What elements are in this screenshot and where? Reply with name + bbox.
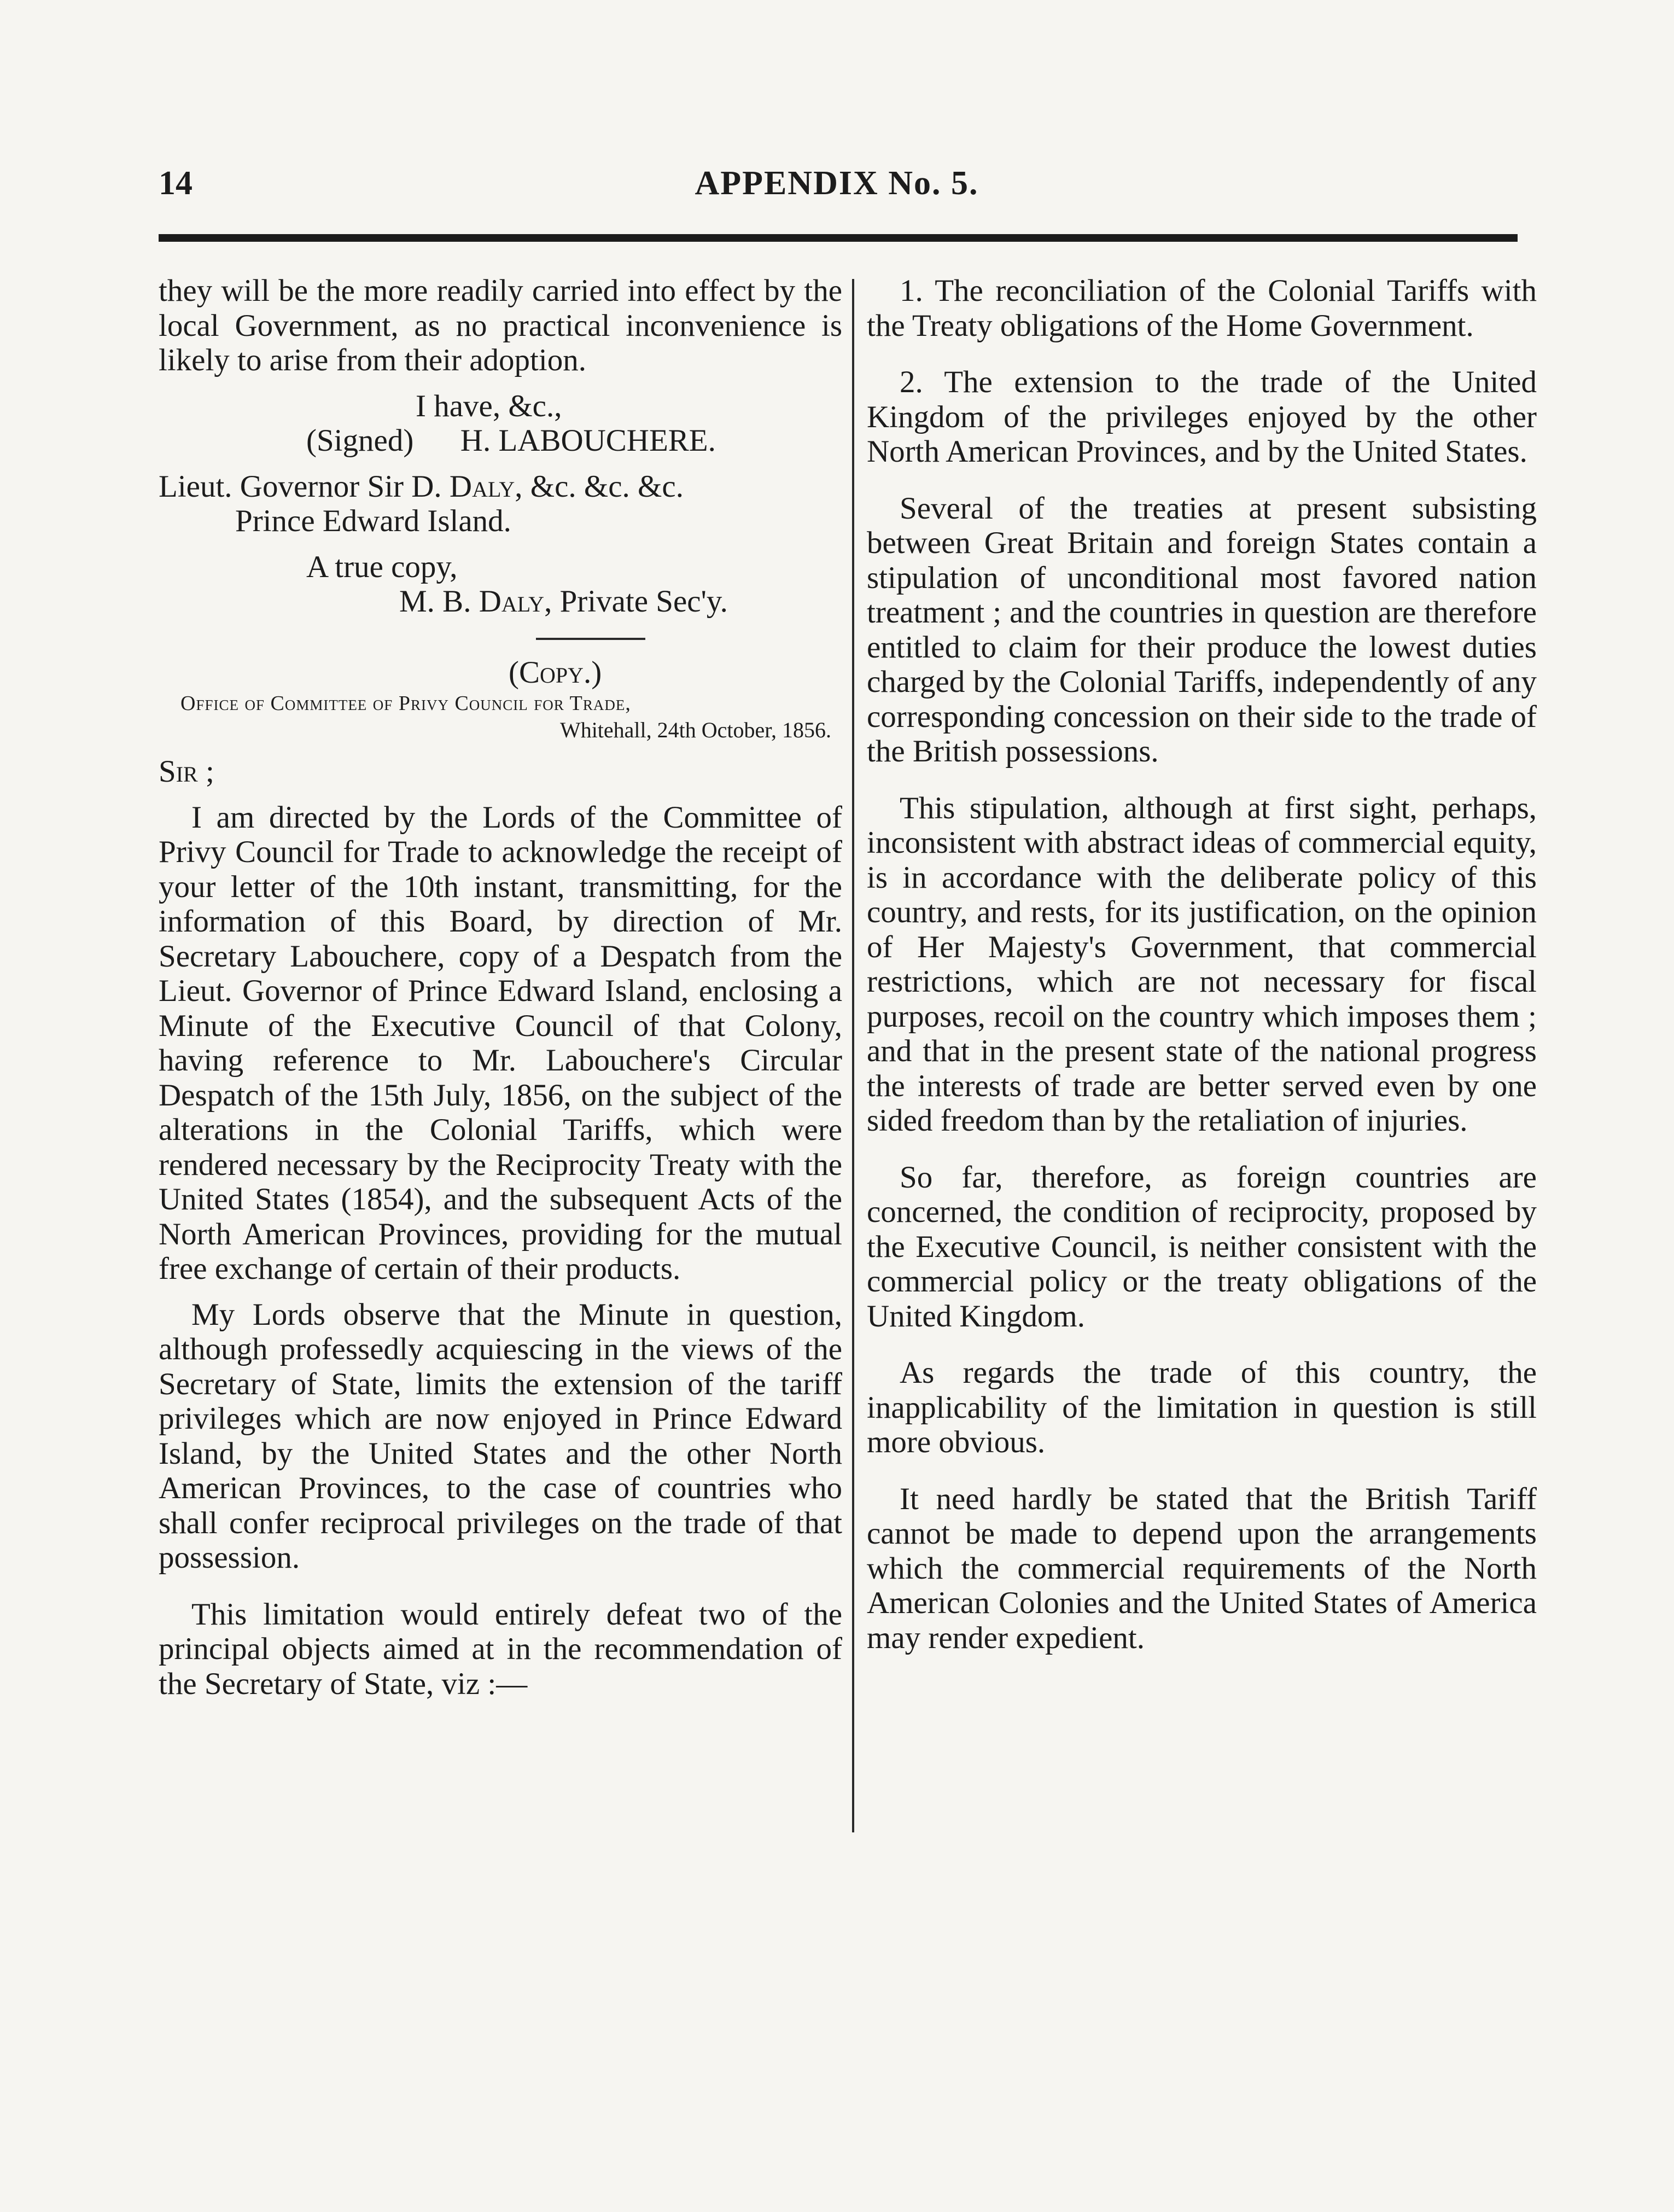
paragraph-continuation: they will be the more readily carried into effect by the local Government, as no practical inconvenience is likely to arise from their adoption. <box>159 273 842 377</box>
address-line-1-a: Lieut. Governor Sir D. <box>159 469 450 504</box>
true-copy-name-a: M. B. <box>399 584 479 619</box>
paragraph-limitation: This limitation would entirely defeat two of the principal objects aimed at in the recommendation of the Secretary of State, viz :— <box>159 1597 842 1701</box>
copy-label: (Copy.) <box>509 655 602 690</box>
office-heading: Office of Committee of Privy Council for Trade, <box>180 692 631 715</box>
paragraph-so-far: So far, therefore, as foreign countries are concerned, the condition of reciprocity, proposed by the Executive Council, is neither consistent with the commercial policy or the treaty obligations of the United Kingdom. <box>867 1160 1537 1334</box>
true-copy-name-b: , Private Sec'y. <box>544 584 728 619</box>
office-date: Whitehall, 24th October, 1856. <box>559 718 831 742</box>
paragraph-regards: As regards the trade of this country, the inapplicability of the limitation in question is still more obvious. <box>867 1355 1537 1459</box>
right-column <box>867 273 1537 1655</box>
paragraph-several: Several of the treaties at present subsisting between Great Britain and foreign States contain a stipulation of unconditional most favored nation treatment ; and the countries in question are therefore entitled to claim for their produce the lowest duties charged by the Colonial Tariffs, independently of any corresponding concession on their side to the trade of the British possessions. <box>867 491 1537 769</box>
page-header <box>159 164 1515 219</box>
list-item-1: 1. The reconciliation of the Colonial Tariffs with the Treaty obligations of the Home Government. <box>867 273 1537 343</box>
list-item-2: 2. The extension to the trade of the United Kingdom of the privileges enjoyed by the other North American Provinces, and by the United States. <box>867 365 1537 469</box>
running-head: APPENDIX No. 5. <box>695 165 979 202</box>
address-line-2: Prince Edward Island. <box>235 504 511 538</box>
signoff-have: I have, &c., <box>416 388 562 423</box>
header-rule <box>159 234 1518 242</box>
address-line-1-b: , &c. &c. &c. <box>515 469 684 504</box>
true-copy-name <box>159 584 842 619</box>
left-column <box>159 273 842 1701</box>
address-line-1 <box>159 469 842 504</box>
address-line-1-name: Daly <box>449 469 515 504</box>
signoff-signed-text: (Signed) H. LABOUCHERE. <box>306 423 716 458</box>
true-copy-label: A true copy, <box>306 549 458 584</box>
paragraph-hardly: It need hardly be stated that the British Tariff cannot be made to depend upon the arrangements which the commercial requirements of the North American Colonies and the United States of America may render expedient. <box>867 1481 1537 1655</box>
signoff-signed <box>159 423 842 458</box>
paragraph-directed: I am directed by the Lords of the Committee of Privy Council for Trade to acknowledge the receipt of your letter of the 10th instant, transmitting, for the information of this Board, by direction of Mr. Secretary Labouchere, copy of a Despatch from the Lieut. Governor of Prince Edward Island, enclosing a Minute of the Executive Council of that Colony, having reference to Mr. Labouchere's Circular Despatch of the 15th July, 1856, on the subject of the alterations in the Colonial Tariffs, which were rendered necessary by the Reciprocity Treaty with the United States (1854), and the subsequent Acts of the North American Provinces, providing for the mutual free exchange of certain of their products. <box>159 800 842 1286</box>
paragraph-lords: My Lords observe that the Minute in question, although professedly acquiescing in the views of the Secretary of State, limits the extension of the tariff privileges which are now enjoyed in Prince Edward Island, by the United States and the other North American Provinces, to the case of countries who shall confer reciprocal privileges on the trade of that possession. <box>159 1297 842 1575</box>
column-divider <box>852 279 854 1832</box>
paragraph-stipulation: This stipulation, although at first sight, perhaps, inconsistent with abstract ideas of commercial equity, is in accordance with the deliberate policy of this country, and rests, for its justification, on the opinion of Her Majesty's Government, that commercial restrictions, which are not necessary for fiscal purposes, recoil on the country which imposes them ; and that in the present state of the national progress the interests of trade are better served even by one sided freedom than by the retaliation of injuries. <box>867 790 1537 1138</box>
true-copy-name-sc: Daly <box>479 584 545 619</box>
section-divider <box>536 638 645 640</box>
page-number: 14 <box>159 165 193 202</box>
salutation: Sir ; <box>159 754 214 789</box>
